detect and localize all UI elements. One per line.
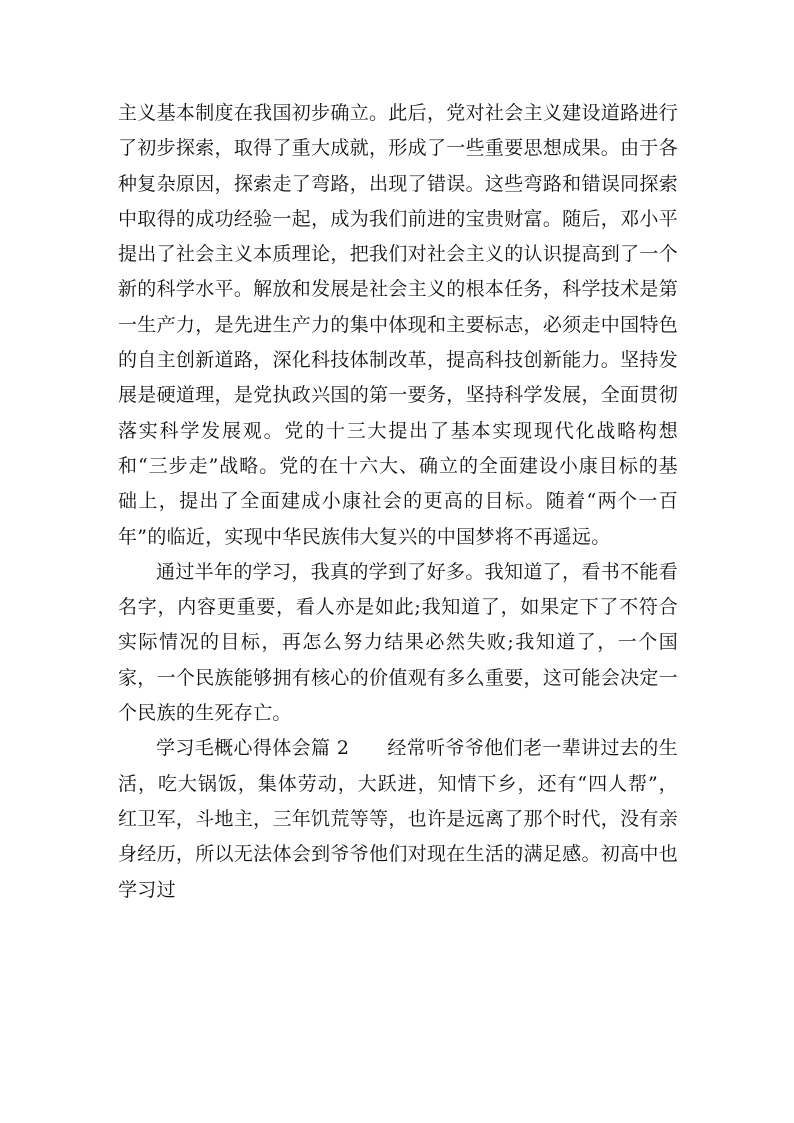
- paragraph-continuation: 主义基本制度在我国初步确立。此后，党对社会主义建设道路进行了初步探索，取得了重大成就，形成了一些重要思想成果。由于各种复杂原因，探索走了弯路，出现了错误。这些弯路和错误同探索中取得的成功经验一起，成为我们前进的宝贵财富。随后，邓小平提出了社会主义本质理论，把我们对社会主义的认识提高到了一个新的科学水平。解放和发展是社会主义的根本任务，科学技术是第一生产力，是先进生产力的集中体现和主要标志，必须走中国特色的自主创新道路，深化科技体制改革，提高科技创新能力。坚持发展是硬道理，是党执政兴国的第一要务，坚持科学发展，全面贯彻落实科学发展观。党的十三大提出了基本实现现代化战略构想和“三步走”战略。党的在十六大、确立的全面建设小康目标的基础上，提出了全面建成小康社会的更高的目标。随着“两个一百年”的临近，实现中华民族伟大复兴的中国梦将不再遥远。: [118, 102, 678, 548]
- paragraph-essay-2: [118, 731, 678, 907]
- paragraph-essay-2-text: 经常听爷爷他们老一辈讲过去的生活，吃大锅饭，集体劳动，大跃进，知情下乡，还有“四人帮”，红卫军，斗地主，三年饥荒等等，也许是远离了那个时代，没有亲身经历，所以无法体会到爷爷他们对现在生活的满足感。初高中也学习过: [118, 737, 678, 901]
- document-page: [118, 96, 678, 908]
- section-heading: 学习毛概心得体会篇 2: [156, 737, 350, 760]
- paragraph-half-year-study: 通过半年的学习，我真的学到了好多。我知道了，看书不能看名字，内容更重要，看人亦是如此;我知道了，如果定下了不符合实际情况的目标，再怎么努力结果必然失败;我知道了，一个国家，一个民族能够拥有核心的价值观有多么重要，这可能会决定一个民族的生死存亡。: [118, 560, 678, 725]
